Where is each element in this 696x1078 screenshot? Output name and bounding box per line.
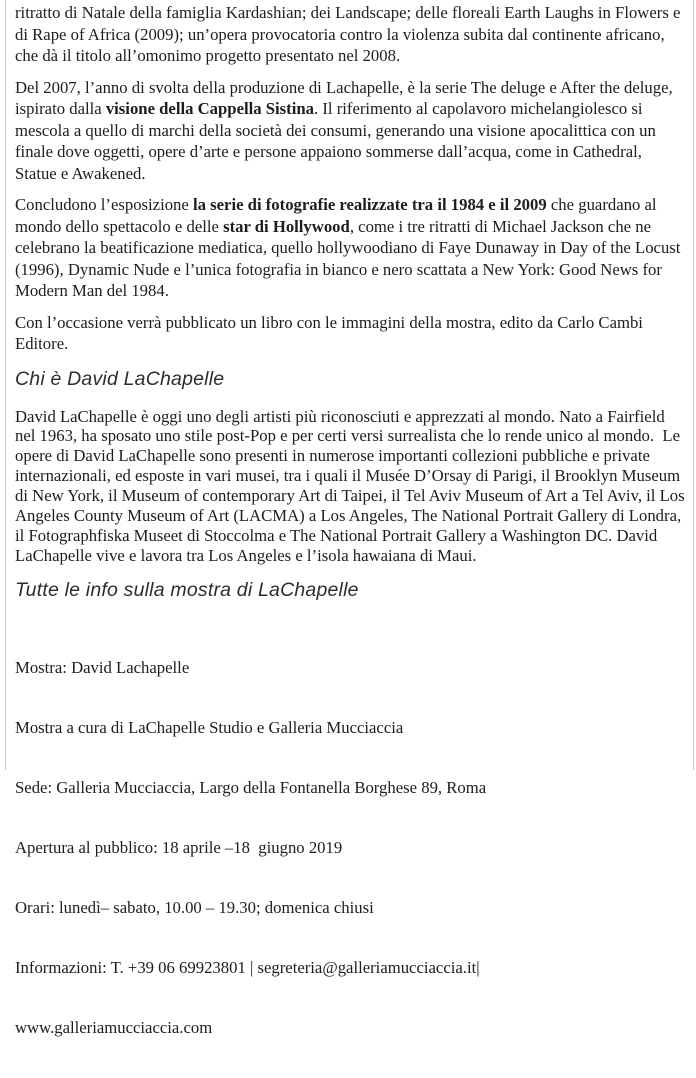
text-run: , come i tre ritratti di Michael Jackson che ne celebrano la beatificazione mediatica, quello hollywoodiano di Faye Dunaway in Day of the Locust (1996), Dynamic Nude e l’unica fotografia in bianco e nero scattata a New York: Good News for Modern Man del 1984.: [15, 216, 685, 300]
info-line-apertura: Apertura al pubblico: 18 aprile –18 giugno 2019: [15, 837, 343, 857]
text-run: David LaChapelle è oggi uno degli artisti più riconosciuti e apprezzati al mondo. Nato a Fairfield nel 1963, ha sposato uno stile post-Pop e per certi versi surrealista che lo rende unico al mondo. Le opere di David LaChapelle sono presenti in numerose importanti collezioni pubbliche e private internazionali, ed esposte in vari musei, tra i quali il Musée D’Orsay di Parigi, il Brooklyn Museum di New York, il Museum of contemporary Art di Taipei, il Tel Aviv Museum of Art a Tel Aviv, il Los Angeles County Museum of Art (LACMA) a Los Angeles, The National Portrait Gallery di Londra, il Fotographfiska Museet di Stoccolma e The National Portrait Gallery a Washington DC. David LaChapelle vive e lavora tra Los Angeles e l’isola hawaiana di Maui.: [15, 406, 688, 565]
heading-chi-e-david-lachapelle: Chi è David LaChapelle: [15, 367, 225, 390]
exhibition-info-block: [15, 618, 685, 1078]
heading-info-mostra: Tutte le info sulla mostra di LaChapelle: [15, 578, 359, 601]
paragraph-deluge: [15, 77, 685, 185]
paragraph-conclusione: [15, 194, 685, 302]
text-run: che guardano al mondo dello spettacolo e delle: [15, 195, 661, 236]
info-line-informazioni: Informazioni: T. +39 06 69923801 | segreteria@galleriamucciaccia.it|: [15, 957, 480, 977]
text-run: Del 2007, l’anno di svolta della produzione di Lachapelle, è la serie The deluge e After the deluge, ispirato dalla: [15, 77, 677, 118]
info-line-sede: Sede: Galleria Mucciaccia, Largo della Fontanella Borghese 89, Roma: [15, 777, 487, 797]
paragraph-biografia: [15, 406, 688, 566]
article-page: [5, 0, 694, 1037]
text-run-bold: star di Hollywood: [223, 216, 350, 236]
info-line-mostra: Mostra: David Lachapelle: [15, 657, 190, 677]
text-run: . Il riferimento al capolavoro michelangiolesco si mescola a quello di marchi della società dei consumi, generando una visione apocalittica con un finale dove oggetti, opere d’arte e persone appaiono sommerse dall’acqua, come in Cathedral, Statue e Awakened.: [15, 99, 661, 183]
text-run: Concludono l’esposizione: [15, 195, 193, 214]
info-line-orari: Orari: lunedì– sabato, 10.00 – 19.30; domenica chiusi: [15, 897, 374, 917]
info-line-cura: Mostra a cura di LaChapelle Studio e Galleria Mucciaccia: [15, 717, 404, 737]
paragraph-kardashian-landscape: [15, 2, 685, 67]
paragraph-libro: [15, 312, 685, 355]
text-run: ritratto di Natale della famiglia Kardashian; dei Landscape; delle floreali Earth Laughs in Flowers e di Rape of Africa (2009); un’opera provocatoria contro la violenza subita dal continente africano, che dà il titolo all’omonimo progetto presentato nel 2008.: [15, 3, 685, 65]
text-run: Con l’occasione verrà pubblicato un libro con le immagini della mostra, edito da Carlo Cambi Editore.: [15, 312, 648, 353]
text-run-bold: la serie di fotografie realizzate tra il 1984 e il 2009: [192, 195, 547, 214]
text-run-bold: visione della Cappella Sistina: [105, 99, 314, 118]
info-line-website: www.galleriamucciaccia.com: [15, 1017, 213, 1037]
